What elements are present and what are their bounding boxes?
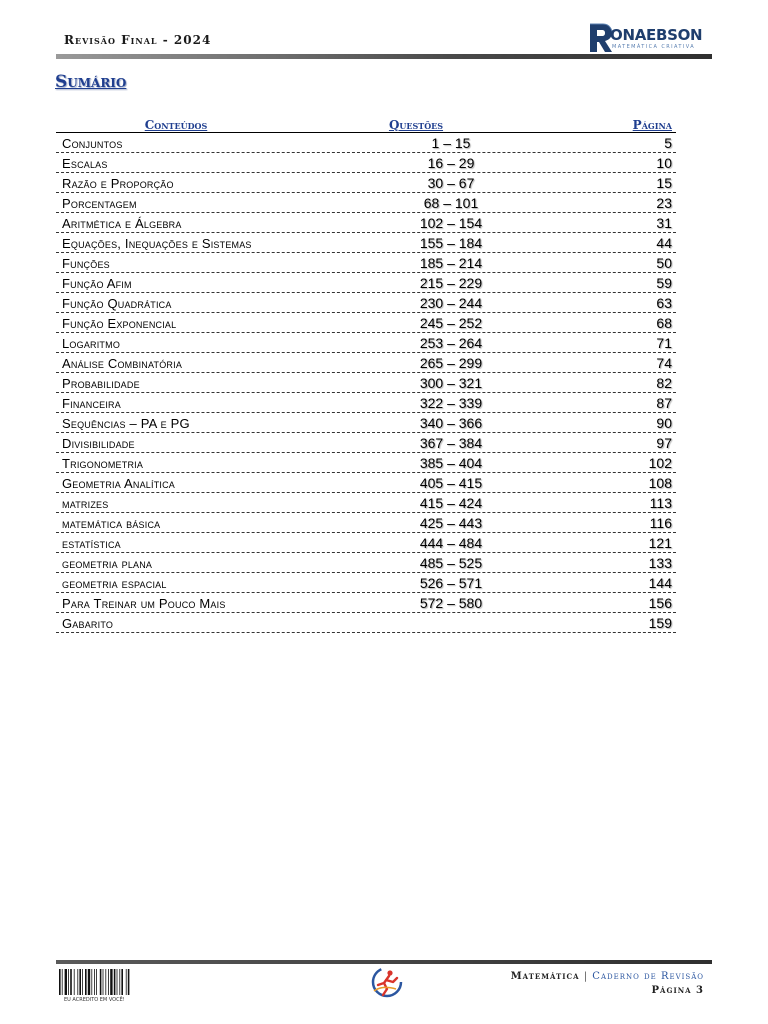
toc-page-cell: 15 <box>656 175 672 191</box>
toc-content-cell: Probabilidade <box>62 376 140 391</box>
toc-page-cell: 108 <box>648 475 672 491</box>
footer-subject: Matemática <box>510 971 580 982</box>
toc-questions-cell: 155 – 184 <box>419 235 483 251</box>
barcode-icon <box>58 969 148 997</box>
toc-row <box>56 273 676 293</box>
toc-row <box>56 132 676 153</box>
toc-content-cell: matrizes <box>62 496 109 511</box>
toc-page-cell: 97 <box>656 435 672 451</box>
toc-page-cell: 59 <box>656 275 672 291</box>
column-header-page: Página <box>632 118 672 132</box>
toc-page-cell: 5 <box>664 135 672 151</box>
toc-row <box>56 413 676 433</box>
toc-content-cell: Logaritmo <box>62 336 121 351</box>
toc-row <box>56 193 676 213</box>
toc-questions-cell: 102 – 154 <box>419 215 483 231</box>
barcode-caption: EU ACREDITO EM VOCÊ! <box>64 997 125 1003</box>
toc-content-cell: Financeira <box>62 396 121 411</box>
toc-questions-cell: 230 – 244 <box>419 295 483 311</box>
toc-content-cell: Função Quadrática <box>62 296 172 311</box>
toc-row <box>56 173 676 193</box>
logo-tagline: MATEMÁTICA CRIATIVA <box>612 44 696 50</box>
toc-row <box>56 553 676 573</box>
toc-page-cell: 23 <box>656 195 672 211</box>
footer-separator: | <box>583 971 589 982</box>
toc-questions-cell: 340 – 366 <box>419 415 483 431</box>
toc-questions-cell: 16 – 29 <box>427 155 475 171</box>
toc-questions-cell: 385 – 404 <box>419 455 483 471</box>
toc-questions-cell: 68 – 101 <box>423 195 479 211</box>
toc-content-cell: Porcentagem <box>62 196 137 211</box>
toc-page-cell: 113 <box>649 495 672 511</box>
toc-page-cell: 10 <box>656 155 672 171</box>
footer-page-number: Página 3 <box>651 985 704 996</box>
toc-questions-cell: 245 – 252 <box>419 315 483 331</box>
toc-row <box>56 533 676 553</box>
toc-content-cell: Equações, Inequações e Sistemas <box>62 236 252 251</box>
toc-questions-cell: 572 – 580 <box>419 595 483 611</box>
toc-header <box>56 114 676 132</box>
toc-questions-cell: 322 – 339 <box>419 395 483 411</box>
toc-row <box>56 333 676 353</box>
footer-divider <box>56 960 712 964</box>
toc-content-cell: Funções <box>62 256 110 271</box>
toc-content-cell: geometria plana <box>62 556 153 571</box>
toc-questions-cell: 444 – 484 <box>419 535 483 551</box>
toc-questions-cell: 1 – 15 <box>431 135 471 151</box>
toc-page-cell: 50 <box>656 255 672 271</box>
toc-page-cell: 63 <box>656 295 672 311</box>
toc-questions-cell: 215 – 229 <box>419 275 483 291</box>
toc-questions-cell: 485 – 525 <box>419 555 483 571</box>
toc-page-cell: 116 <box>649 515 672 531</box>
toc-content-cell: Para Treinar um Pouco Mais <box>62 596 226 611</box>
toc-row <box>56 213 676 233</box>
toc-content-cell: Função Afim <box>62 276 132 291</box>
header-title: Revisão Final - 2024 <box>64 33 212 47</box>
toc-page-cell: 102 <box>648 455 672 471</box>
toc-page-cell: 133 <box>648 555 672 571</box>
runner-emblem-icon <box>370 965 404 999</box>
logo-name: ONAEBSON <box>610 26 703 44</box>
toc-content-cell: Escalas <box>62 156 108 171</box>
toc-row <box>56 453 676 473</box>
toc-row <box>56 393 676 413</box>
toc-questions-cell: 415 – 424 <box>419 495 483 511</box>
toc-row <box>56 153 676 173</box>
toc-questions-cell: 30 – 67 <box>427 175 475 191</box>
toc-questions-cell: 425 – 443 <box>419 515 483 531</box>
toc-content-cell: Função Exponencial <box>62 316 177 331</box>
toc-row <box>56 373 676 393</box>
toc-page-cell: 74 <box>656 355 672 371</box>
footer-book-title: Caderno de Revisão <box>592 971 704 982</box>
toc-page-cell: 44 <box>656 235 672 251</box>
toc-page-cell: 90 <box>656 415 672 431</box>
toc-questions-cell <box>366 631 536 632</box>
toc-row <box>56 433 676 453</box>
toc-questions-cell: 300 – 321 <box>419 375 483 391</box>
toc-content-cell: Sequências – PA e PG <box>62 416 190 431</box>
toc-page-cell: 71 <box>656 335 672 351</box>
toc-row <box>56 513 676 533</box>
table-of-contents <box>56 114 676 633</box>
toc-row <box>56 313 676 333</box>
toc-content-cell: geometria espacial <box>62 576 167 591</box>
toc-questions-cell: 405 – 415 <box>419 475 483 491</box>
toc-page-cell: 87 <box>656 395 672 411</box>
toc-row <box>56 233 676 253</box>
toc-row <box>56 293 676 313</box>
toc-questions-cell: 253 – 264 <box>419 335 483 351</box>
toc-questions-cell: 265 – 299 <box>419 355 483 371</box>
toc-content-cell: Conjuntos <box>62 136 123 151</box>
toc-content-cell: Razão e Proporção <box>62 176 174 191</box>
toc-content-cell: Aritmética e Álgebra <box>62 216 182 231</box>
header-divider <box>56 54 712 59</box>
brand-logo <box>588 22 712 54</box>
toc-content-cell: Geometria Analítica <box>62 476 175 491</box>
toc-body <box>56 132 676 633</box>
toc-row <box>56 473 676 493</box>
toc-row <box>56 253 676 273</box>
toc-page-cell: 31 <box>656 215 672 231</box>
toc-content-cell: estatística <box>62 536 121 551</box>
toc-row <box>56 573 676 593</box>
toc-page-cell: 156 <box>648 595 672 611</box>
toc-questions-cell: 526 – 571 <box>419 575 483 591</box>
page-title: Sumário <box>55 72 127 92</box>
toc-page-cell: 159 <box>648 615 672 631</box>
toc-row <box>56 493 676 513</box>
toc-questions-cell: 185 – 214 <box>419 255 483 271</box>
toc-page-cell: 68 <box>656 315 672 331</box>
toc-questions-cell: 367 – 384 <box>419 435 483 451</box>
toc-page-cell: 82 <box>656 375 672 391</box>
toc-content-cell: Divisibilidade <box>62 436 135 451</box>
toc-content-cell: matemática básica <box>62 516 161 531</box>
toc-page-cell: 121 <box>648 535 672 551</box>
toc-row <box>56 613 676 633</box>
toc-content-cell: Análise Combinatória <box>62 356 183 371</box>
toc-content-cell: Trigonometria <box>62 456 144 471</box>
toc-row <box>56 593 676 613</box>
footer-text <box>511 970 704 998</box>
toc-row <box>56 353 676 373</box>
toc-content-cell: Gabarito <box>62 616 114 631</box>
column-header-questions: Questões <box>388 118 444 132</box>
toc-page-cell: 144 <box>648 575 672 591</box>
column-header-content: Conteúdos <box>144 118 208 132</box>
